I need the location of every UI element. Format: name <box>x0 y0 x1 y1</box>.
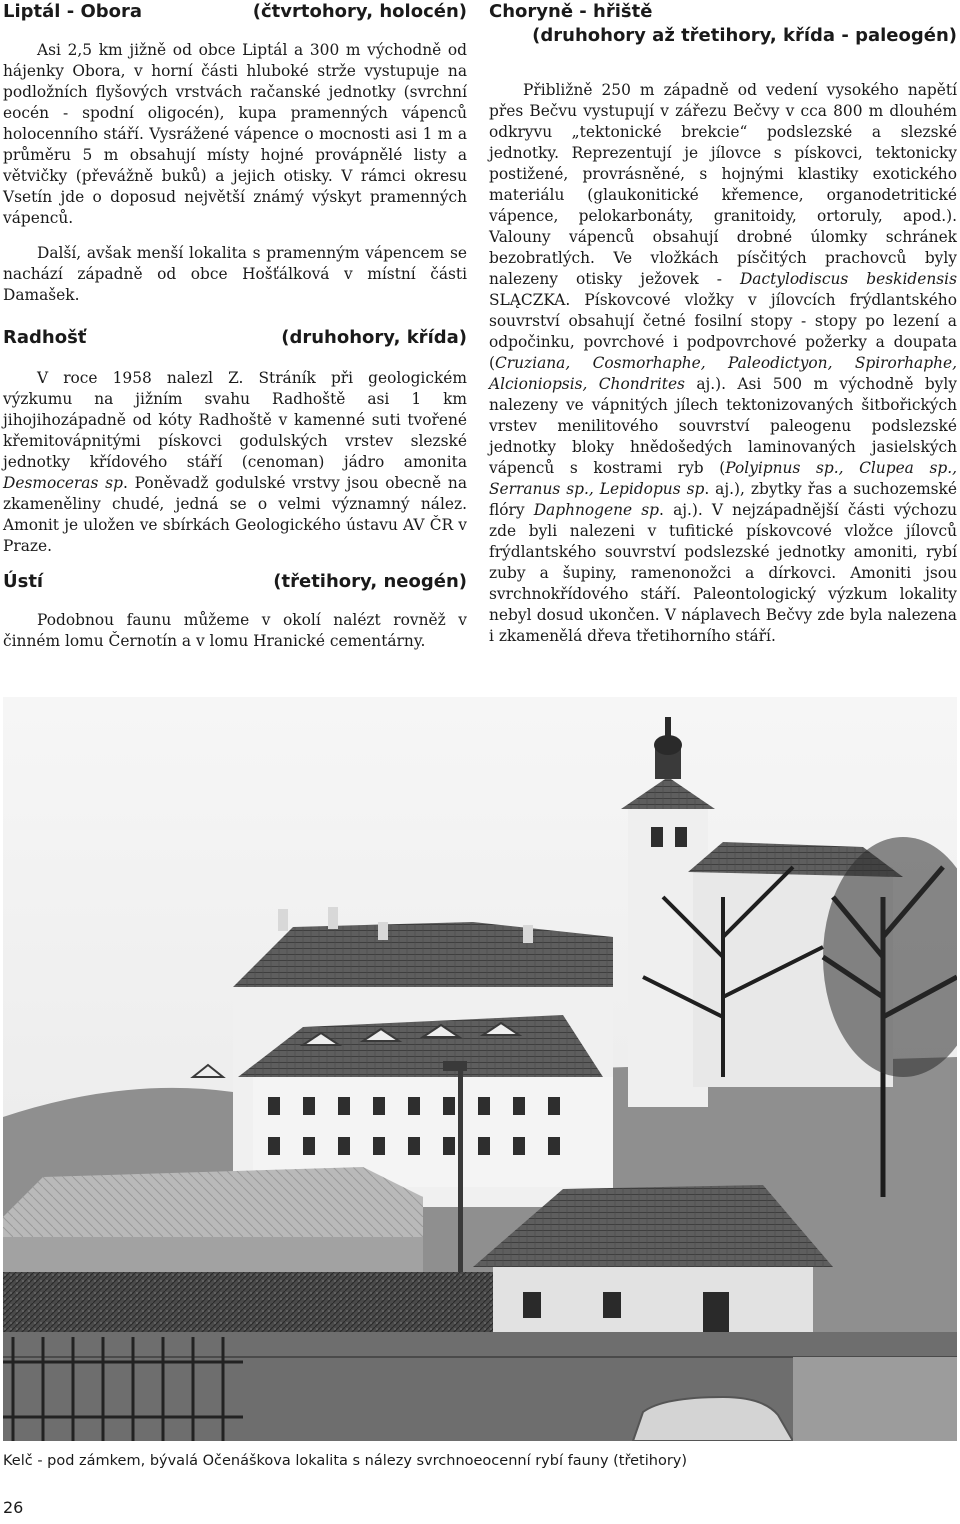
section-radhost <box>3 326 467 557</box>
paragraph <box>489 80 957 647</box>
taxon-name: Daphnogene sp <box>533 501 660 519</box>
paragraph <box>3 368 467 557</box>
paragraph: Podobnou faunu můžeme v okolí nalézt rovněž v činném lomu Černotín a v lomu Hranické cementárny. <box>3 611 467 650</box>
taxon-name: Desmoceras sp <box>3 474 123 492</box>
text-run: SLĄCZKA. Pískovcové vložky v jílovcích frýdlantského souvrství obsahují četné fosilní stopy - stopy po lezení a odpočinku, povrchové i podpovrchové požerky a doupata ( <box>489 291 957 372</box>
section-heading <box>489 0 957 48</box>
section-period: (třetihory, neogén) <box>273 571 467 592</box>
right-column <box>489 0 957 647</box>
taxon-name: Dactylodiscus beskidensis <box>739 270 957 288</box>
text-run: aj.). Asi 500 m východně byly nalezeny ve vápnitých jílech tektonizovaných šitbořických vrstev menilitového souvrství paleogenu podslezské jednotky bloky hnědošedých laminovaných jasielských vápenců s kostrami ryb ( <box>489 375 957 477</box>
castle-photo-illustration <box>3 697 957 1441</box>
section-title: Liptál - Obora <box>3 1 143 22</box>
section-period: (čtvrtohory, holocén) <box>252 1 467 22</box>
section-usti <box>3 570 467 652</box>
section-heading <box>3 570 467 594</box>
photo-caption: Kelč - pod zámkem, bývalá Očenáškova lokalita s nálezy svrchnoeocenní rybí fauny (třetihory) <box>3 1453 688 1469</box>
taxon-name: Polyipnus sp., Clupea sp., Serranus sp., Lepidopus sp <box>489 459 958 498</box>
section-period: (druhohory, křída) <box>281 327 467 348</box>
taxon-name: Cruziana, Cosmorhaphe, Paleodictyon, Spirorhaphe, Alcioniopsis, Chondrites <box>489 354 957 393</box>
page-number: 26 <box>3 1498 24 1517</box>
section-heading <box>3 326 467 350</box>
castle-photo <box>3 697 957 1441</box>
section-period: (druhohory až třetihory, křída - paleogén) <box>532 25 957 46</box>
paragraph: Asi 2,5 km jižně od obce Liptál a 300 m východně od hájenky Obora, v horní části hluboké strže vystupuje na podložních flyšových vrstvách račanské jednotky (svrchní eocén - spodní oligocén), kupa pramenných vápenců holocenního stáří. Vysrážené vápence o mocnosti asi 1 m a průměru 5 m obsahují místy hojné provápnělé listy a větvičky (převážně buků) a jejich otisky. V rámci okresu Vsetín jde o doposud největší známý výskyt pramenných vápenců. <box>3 41 467 227</box>
text-run: Přibližně 250 m západně od vedení vysokého napětí přes Bečvu vystupují v zářezu Bečvy v cca 800 m dlouhém odkryvu „tektonické brekcie“ podslezské a slezské jednotky. Reprezentují je jílovce s pískovci, tektonicky postižené, provrásněné, s hojnými klastiky exotického materiálu (glaukonitické křemence, organodetritické vápence, pelokarbonáty, granitoidy, ortoruly, apod.). Valouny vápenců obsahují drobné úlomky schránek bezobratlých. Ve vložkách písčitých prachovců byly nalezeny otisky ježovek - <box>489 81 957 288</box>
text-run: . Poněvadž godulské vrstvy jsou obecně na zkameněliny chudé, jedná se o velmi významný nález. Amonit je uložen ve sbírkách Geologického ústavu AV ČR v Praze. <box>3 474 468 555</box>
section-heading <box>3 0 467 24</box>
section-title: Ústí <box>3 571 44 592</box>
paragraph: Další, avšak menší lokalita s pramenným vápencem se nachází západně od obce Hošťálková v místní části Damašek. <box>3 244 467 304</box>
section-liptal <box>3 0 467 306</box>
section-title: Radhošť <box>3 327 87 348</box>
section-title: Choryně - hřiště <box>489 1 653 22</box>
text-run: . aj.). V nejzápadnější části výchozu zde byli nalezeni v tufitické pískovcové vložce jílovců frýdlantského souvrství podslezské jednotky amoniti, rybí zuby a šupiny, ramenonožci a dírkovci. Amoniti jsou svrchnokřídového stáří. Paleontologický výzkum lokality nebyl dosud ukončen. V náplavech Bečvy zde byla nalezena i zkamenělá dřeva třetihorního stáří. <box>489 501 957 645</box>
text-run: . aj.), zbytky řas a suchozemské flóry <box>489 480 957 519</box>
text-run: V roce 1958 nalezl Z. Stráník při geologickém výzkumu na jižním svahu Radhoště asi 1 km jihojihozápadně od kóty Radhoště v kamenné suti tvořené křemitovápnitými pískovci godulských vrstev slezské jednotky křídového stáří (cenoman) jádro amonita <box>3 369 467 471</box>
